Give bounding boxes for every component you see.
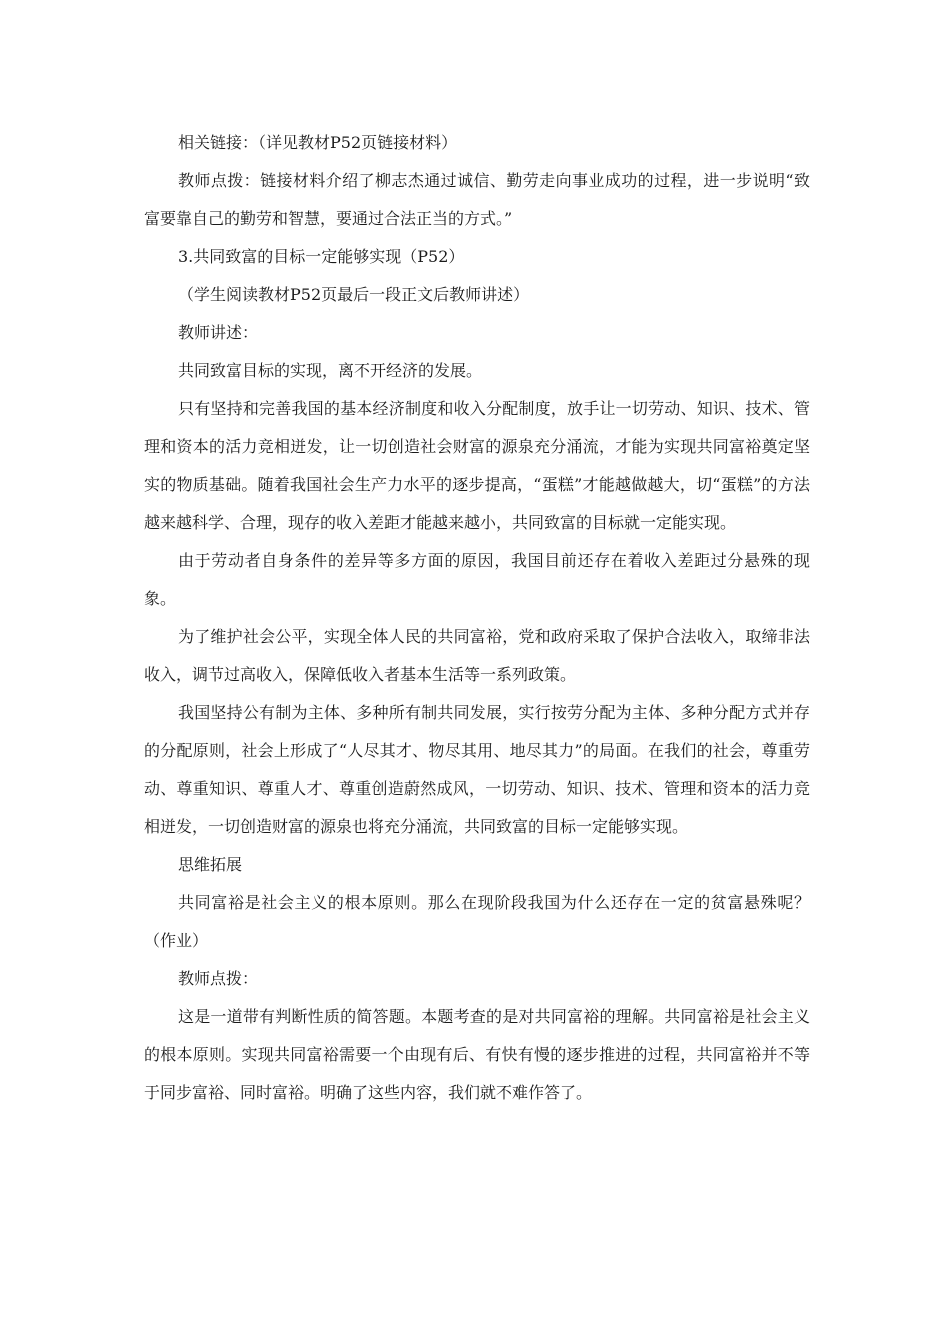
paragraph-reading-instruction: （学生阅读教材P52页最后一段正文后教师讲述） bbox=[178, 285, 530, 304]
paragraph-lecture-1: 共同致富目标的实现，离不开经济的发展。 bbox=[178, 361, 483, 380]
paragraph-teacher-lecture-label: 教师讲述： bbox=[178, 323, 259, 342]
paragraph-teacher-tip-1: 教师点拨：链接材料介绍了柳志杰通过诚信、勤劳走向事业成功的过程，进一步说明“致富要靠自己的勤劳和智慧，要通过合法正当的方式。” bbox=[144, 171, 810, 228]
section-heading-3: 3.共同致富的目标一定能够实现（P52） bbox=[178, 247, 465, 266]
document-body bbox=[144, 124, 810, 1112]
paragraph-question: 共同富裕是社会主义的根本原则。那么在现阶段我国为什么还存在一定的贫富悬殊呢？（作业） bbox=[144, 893, 810, 950]
paragraph-lecture-3: 由于劳动者自身条件的差异等多方面的原因，我国目前还存在着收入差距过分悬殊的现象。 bbox=[144, 551, 810, 608]
paragraph-lecture-4: 为了维护社会公平，实现全体人民的共同富裕，党和政府采取了保护合法收入，取缔非法收入，调节过高收入，保障低收入者基本生活等一系列政策。 bbox=[144, 627, 810, 684]
paragraph-answer-guidance: 这是一道带有判断性质的简答题。本题考查的是对共同富裕的理解。共同富裕是社会主义的根本原则。实现共同富裕需要一个由现有后、有快有慢的逐步推进的过程，共同富裕并不等于同步富裕、同时富裕。明确了这些内容，我们就不难作答了。 bbox=[144, 1007, 810, 1102]
paragraph-related-link: 相关链接：（详见教材P52页链接材料） bbox=[178, 133, 458, 152]
paragraph-thinking-extension-label: 思维拓展 bbox=[178, 855, 243, 874]
paragraph-lecture-2: 只有坚持和完善我国的基本经济制度和收入分配制度，放手让一切劳动、知识、技术、管理和资本的活力竞相迸发，让一切创造社会财富的源泉充分涌流，才能为实现共同富裕奠定坚实的物质基础。随着我国社会生产力水平的逐步提高，“蛋糕”才能越做越大，切“蛋糕”的方法越来越科学、合理，现存的收入差距才能越来越小，共同致富的目标就一定能实现。 bbox=[144, 399, 810, 532]
paragraph-lecture-5: 我国坚持公有制为主体、多种所有制共同发展，实行按劳分配为主体、多种分配方式并存的分配原则，社会上形成了“人尽其才、物尽其用、地尽其力”的局面。在我们的社会，尊重劳动、尊重知识、尊重人才、尊重创造蔚然成风，一切劳动、知识、技术、管理和资本的活力竞相迸发，一切创造财富的源泉也将充分涌流，共同致富的目标一定能够实现。 bbox=[144, 703, 810, 836]
paragraph-teacher-tip-2-label: 教师点拨： bbox=[178, 969, 259, 988]
